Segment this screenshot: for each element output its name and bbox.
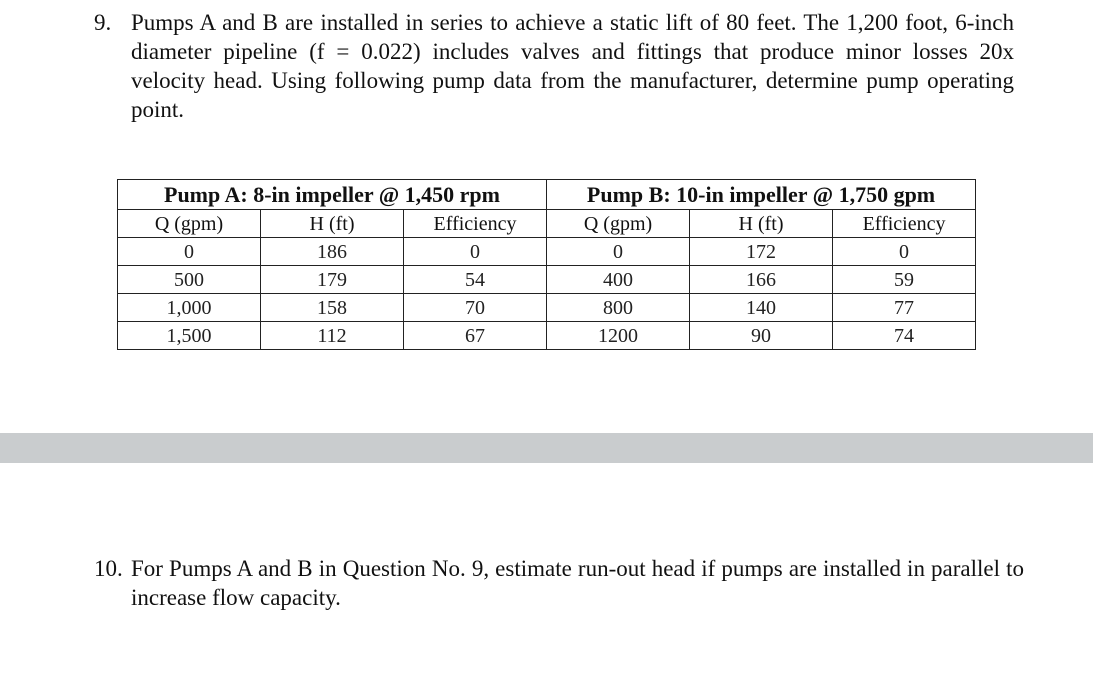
table-cell: 112 bbox=[261, 322, 404, 350]
pump-data-table bbox=[117, 179, 976, 350]
table-cell: 500 bbox=[118, 266, 261, 294]
table-cell: 54 bbox=[404, 266, 547, 294]
table-cell: 166 bbox=[690, 266, 833, 294]
pump-a-title: Pump A: 8-in impeller @ 1,450 rpm bbox=[118, 180, 547, 210]
column-header: H (ft) bbox=[690, 210, 833, 238]
table-row bbox=[118, 294, 976, 322]
question-10-number: 10. bbox=[94, 556, 123, 581]
table-cell: 90 bbox=[690, 322, 833, 350]
table-cell: 800 bbox=[547, 294, 690, 322]
table-cell: 186 bbox=[261, 238, 404, 266]
table-cell: 0 bbox=[547, 238, 690, 266]
table-cell: 140 bbox=[690, 294, 833, 322]
table-cell: 400 bbox=[547, 266, 690, 294]
table-cell: 0 bbox=[833, 238, 976, 266]
column-header: H (ft) bbox=[261, 210, 404, 238]
table-cell: 0 bbox=[404, 238, 547, 266]
page-separator bbox=[0, 433, 1093, 463]
question-10 bbox=[94, 554, 1024, 612]
table-row bbox=[118, 266, 976, 294]
question-9-text: Pumps A and B are installed in series to achieve a static lift of 80 feet. The 1,200 foot, 6-inch diameter pipeline (f = 0.022) includes valves and fittings that produce minor losses 20x velocity head. Using following pump data from the manufacturer, determine pump operating point. bbox=[131, 10, 1014, 122]
column-header: Efficiency bbox=[833, 210, 976, 238]
column-header-row bbox=[118, 210, 976, 238]
column-header: Q (gpm) bbox=[547, 210, 690, 238]
table-cell: 172 bbox=[690, 238, 833, 266]
table-cell: 158 bbox=[261, 294, 404, 322]
pump-b-title: Pump B: 10-in impeller @ 1,750 gpm bbox=[547, 180, 976, 210]
table-cell: 179 bbox=[261, 266, 404, 294]
table-row bbox=[118, 322, 976, 350]
table-cell: 67 bbox=[404, 322, 547, 350]
pump-title-row bbox=[118, 180, 976, 210]
column-header: Q (gpm) bbox=[118, 210, 261, 238]
table-cell: 0 bbox=[118, 238, 261, 266]
table-cell: 77 bbox=[833, 294, 976, 322]
table-cell: 1200 bbox=[547, 322, 690, 350]
table-row bbox=[118, 238, 976, 266]
table-cell: 74 bbox=[833, 322, 976, 350]
column-header: Efficiency bbox=[404, 210, 547, 238]
question-10-text: For Pumps A and B in Question No. 9, estimate run-out head if pumps are installed in parallel to increase flow capacity. bbox=[131, 556, 1024, 610]
table-cell: 1,000 bbox=[118, 294, 261, 322]
table-cell: 1,500 bbox=[118, 322, 261, 350]
table-cell: 59 bbox=[833, 266, 976, 294]
table-cell: 70 bbox=[404, 294, 547, 322]
question-9-number: 9. bbox=[94, 10, 112, 35]
question-9 bbox=[94, 8, 1014, 124]
